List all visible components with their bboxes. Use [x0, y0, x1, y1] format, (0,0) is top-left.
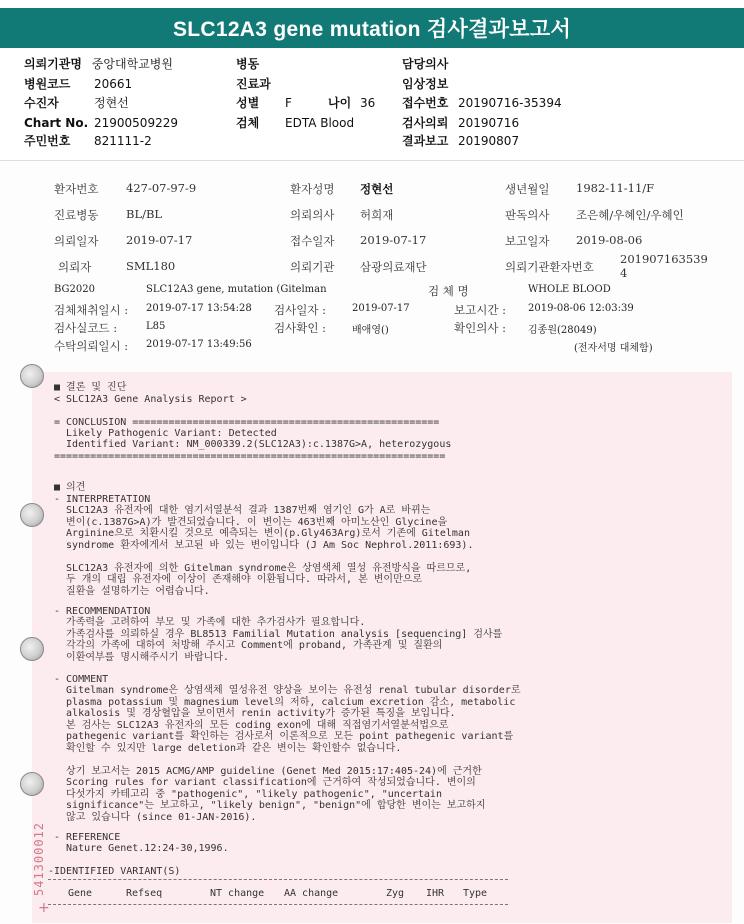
e-sign-note: (전자서명 대체함) — [574, 343, 653, 354]
form-label: 환자성명 — [290, 182, 335, 196]
form-label: 의뢰자 — [58, 260, 92, 274]
test-date-label: 검사일자 : — [274, 303, 326, 317]
document-serial-number: 541300012 — [32, 821, 46, 896]
form-value: 2019-07-17 — [360, 233, 427, 247]
form-value: 삼광의료재단 — [360, 260, 427, 274]
header-hospital-code: 병원코드 20661 — [24, 77, 133, 91]
col-gene: Gene — [68, 888, 93, 899]
col-ihr: IHR — [426, 888, 445, 899]
conclusion-rule: ================================================================= — [54, 451, 446, 462]
form-value: 201907163539 — [620, 252, 708, 266]
punch-hole-icon — [20, 364, 44, 388]
header-ward: 병동 — [236, 57, 260, 71]
conclusion-rule: = CONCLUSION =================================================== — [54, 417, 440, 428]
col-zyg: Zyg — [386, 888, 405, 899]
section-title-conclusion: ■ 결론 및 진단 — [54, 382, 127, 393]
form-label: 환자번호 — [54, 182, 99, 196]
form-value: 1982-11-11/F — [576, 181, 655, 195]
report-title: SLC12A3 gene mutation 검사결과보고서 — [0, 8, 744, 48]
interpretation-text: SLC12A3 유전자에 대한 염기서열분석 결과 1387번째 염기인 G가 A로 바뀌는 변이(c.1387G>A)가 발견되었습니다. 이 변이는 463번째 아미노산인 Glycine을 Arginine으로 치환시킬 것으로 예측되는 변이(p.Gly463Arg)로서 기존에 Gitelman syndrome 환자에게서 보고된 바 있는 변이입니다 (J Am Soc Nephrol.2011:693). SLC12A3 유전자에 의한 Gitelman syndrome은 상염색체 열성 유전방식을 따르므로, 두 개의 대립 유전자에 이상이 존재해야 이환됩니다. 따라서, 본 변이만으로 질환을 설명하기는 어렵습니다. — [54, 505, 474, 597]
punch-hole-icon — [20, 503, 44, 527]
interpretation-heading: - INTERPRETATION — [54, 494, 151, 505]
header-request-date: 검사의뢰 20190716 — [402, 116, 520, 130]
ref-date-value: 2019-07-17 13:49:56 — [146, 339, 252, 350]
header-sex-age: 성별 F 나이 36 — [236, 96, 376, 110]
col-refseq: Refseq — [126, 888, 163, 899]
header-hospital: 의뢰기관명 중앙대학교병원 — [24, 57, 173, 71]
verify-value: 김종원(28049) — [528, 325, 597, 336]
collect-label: 검체채취일시 : — [54, 303, 129, 317]
recommendation-heading: - RECOMMENDATION — [54, 606, 151, 617]
ref-date-label: 수탁의뢰일시 : — [54, 339, 129, 353]
reference-heading: - REFERENCE — [54, 832, 121, 843]
verify-label: 확인의사 : — [454, 321, 506, 335]
conclusion-line: Identified Variant: NM_000339.2(SLC12A3):c.1387G>A, heterozygous — [54, 439, 452, 450]
form-label: 의뢰기관환자번호 — [505, 260, 594, 274]
form-label: 의뢰기관 — [290, 260, 335, 274]
header-receipt-no: 접수번호 20190716-35394 — [402, 96, 562, 110]
header-patient: 수진자 정현선 — [24, 96, 129, 110]
header-specimen: 검체 EDTA Blood — [236, 116, 355, 130]
confirm-label: 검사확인 : — [274, 321, 326, 335]
reference-text: Nature Genet.12:24-30,1996. — [54, 843, 229, 854]
col-type: Type — [463, 888, 488, 899]
section-title-opinion: ■ 의견 — [54, 482, 86, 493]
form-value: 조은혜/우혜인/우혜인 — [576, 208, 684, 222]
test-date-value: 2019-07-17 — [352, 303, 410, 314]
form-value: 427-07-97-9 — [126, 181, 197, 195]
col-aa-change: AA change — [284, 888, 339, 899]
form-label: 보고일자 — [505, 234, 550, 248]
report-time-value: 2019-08-06 12:03:39 — [528, 303, 634, 314]
form-label: 진료병동 — [54, 208, 99, 222]
comment-text: Gitelman syndrome은 상염색체 열성유전 양상을 보이는 유전성 renal tubular disorder로 plasma potassium 및 magnesium level의 저하, calcium excretion 감소, metabolic alkalosis 및 경상혈압을 보이면서 renin activity가 증가된 특징을 보입니다. 본 검사는 SLC12A3 유전자의 모든 coding exon에 대해 직접염기서열분석법으로 pathegenic variant를 확인하는 검사로서 이론적으로 모든 point pathegenic variant를 확인할 수 있지만 large deletion과 같은 변이는 확인할수 없습니다. 상기 보고서는 2015 ACMG/AMP guideline (Genet Med 2015:17:405-24)에 근거한 Scoring rules for variant classification에 근거하여 작성되었습니다. 변이의 다섯가지 카테고리 중 "pathogenic", "likely pathogenic", "uncertain significance"는 보고하고, "likely benign", "benign"에 합당한 변이는 보고하지 않고 있습니다 (since 01-JAN-2016). — [54, 685, 521, 823]
report-time-label: 보고시간 : — [454, 303, 506, 317]
header-chart-no: Chart No. 21900509229 — [24, 116, 178, 130]
header-clinical-info: 임상정보 — [402, 77, 449, 91]
plus-mark-icon: + — [38, 900, 50, 916]
form-value: BL/BL — [126, 207, 163, 221]
conclusion-line: Likely Pathogenic Variant: Detected — [54, 428, 277, 439]
table-rule — [48, 879, 508, 880]
collect-value: 2019-07-17 13:54:28 — [146, 303, 252, 314]
form-value: SML180 — [126, 259, 176, 273]
header-report-date: 결과보고 20190807 — [402, 134, 520, 148]
form-value: 4 — [620, 266, 628, 280]
identified-variants-heading: -IDENTIFIED VARIANT(S) — [48, 866, 181, 877]
confirm-value: 배애영() — [352, 325, 389, 336]
punch-hole-icon — [20, 772, 44, 796]
form-label: 접수일자 — [290, 234, 335, 248]
form-label: 의뢰의사 — [290, 208, 335, 222]
form-value: 2019-07-17 — [126, 233, 193, 247]
room-label: 검사실코드 : — [54, 321, 118, 335]
header-doctor: 담당의사 — [402, 57, 449, 71]
test-name: SLC12A3 gene, mutation (Gitelman — [146, 284, 327, 295]
header-department: 진료과 — [236, 77, 271, 91]
form-value: 정현선 — [360, 182, 394, 196]
form-label: 판독의사 — [505, 208, 550, 222]
col-nt-change: NT change — [210, 888, 265, 899]
specimen-value: WHOLE BLOOD — [528, 284, 611, 295]
form-value: 2019-08-06 — [576, 233, 643, 247]
form-label: 의뢰일자 — [54, 234, 99, 248]
test-code: BG2020 — [54, 284, 95, 295]
specimen-label: 검 체 명 — [428, 284, 469, 298]
comment-heading: - COMMENT — [54, 674, 109, 685]
room-value: L85 — [146, 321, 166, 332]
form-value: 허희재 — [360, 208, 394, 222]
table-rule — [48, 904, 508, 905]
header-resident-no: 주민번호 821111-2 — [24, 134, 152, 148]
punch-hole-icon — [20, 637, 44, 661]
form-label: 생년월일 — [505, 182, 550, 196]
report-subtitle: < SLC12A3 Gene Analysis Report > — [54, 394, 247, 405]
recommendation-text: 가족력을 고려하여 부모 및 가족에 대한 추가검사가 필요합니다. 가족검사를 의뢰하실 경우 BL8513 Familial Mutation analysis [sequencing] 검사를 각각의 가족에 대하여 처방해 주시고 Comment에 proband, 가족관계 및 질환의 이환여부를 명시해주시기 바랍니다. — [54, 617, 503, 663]
